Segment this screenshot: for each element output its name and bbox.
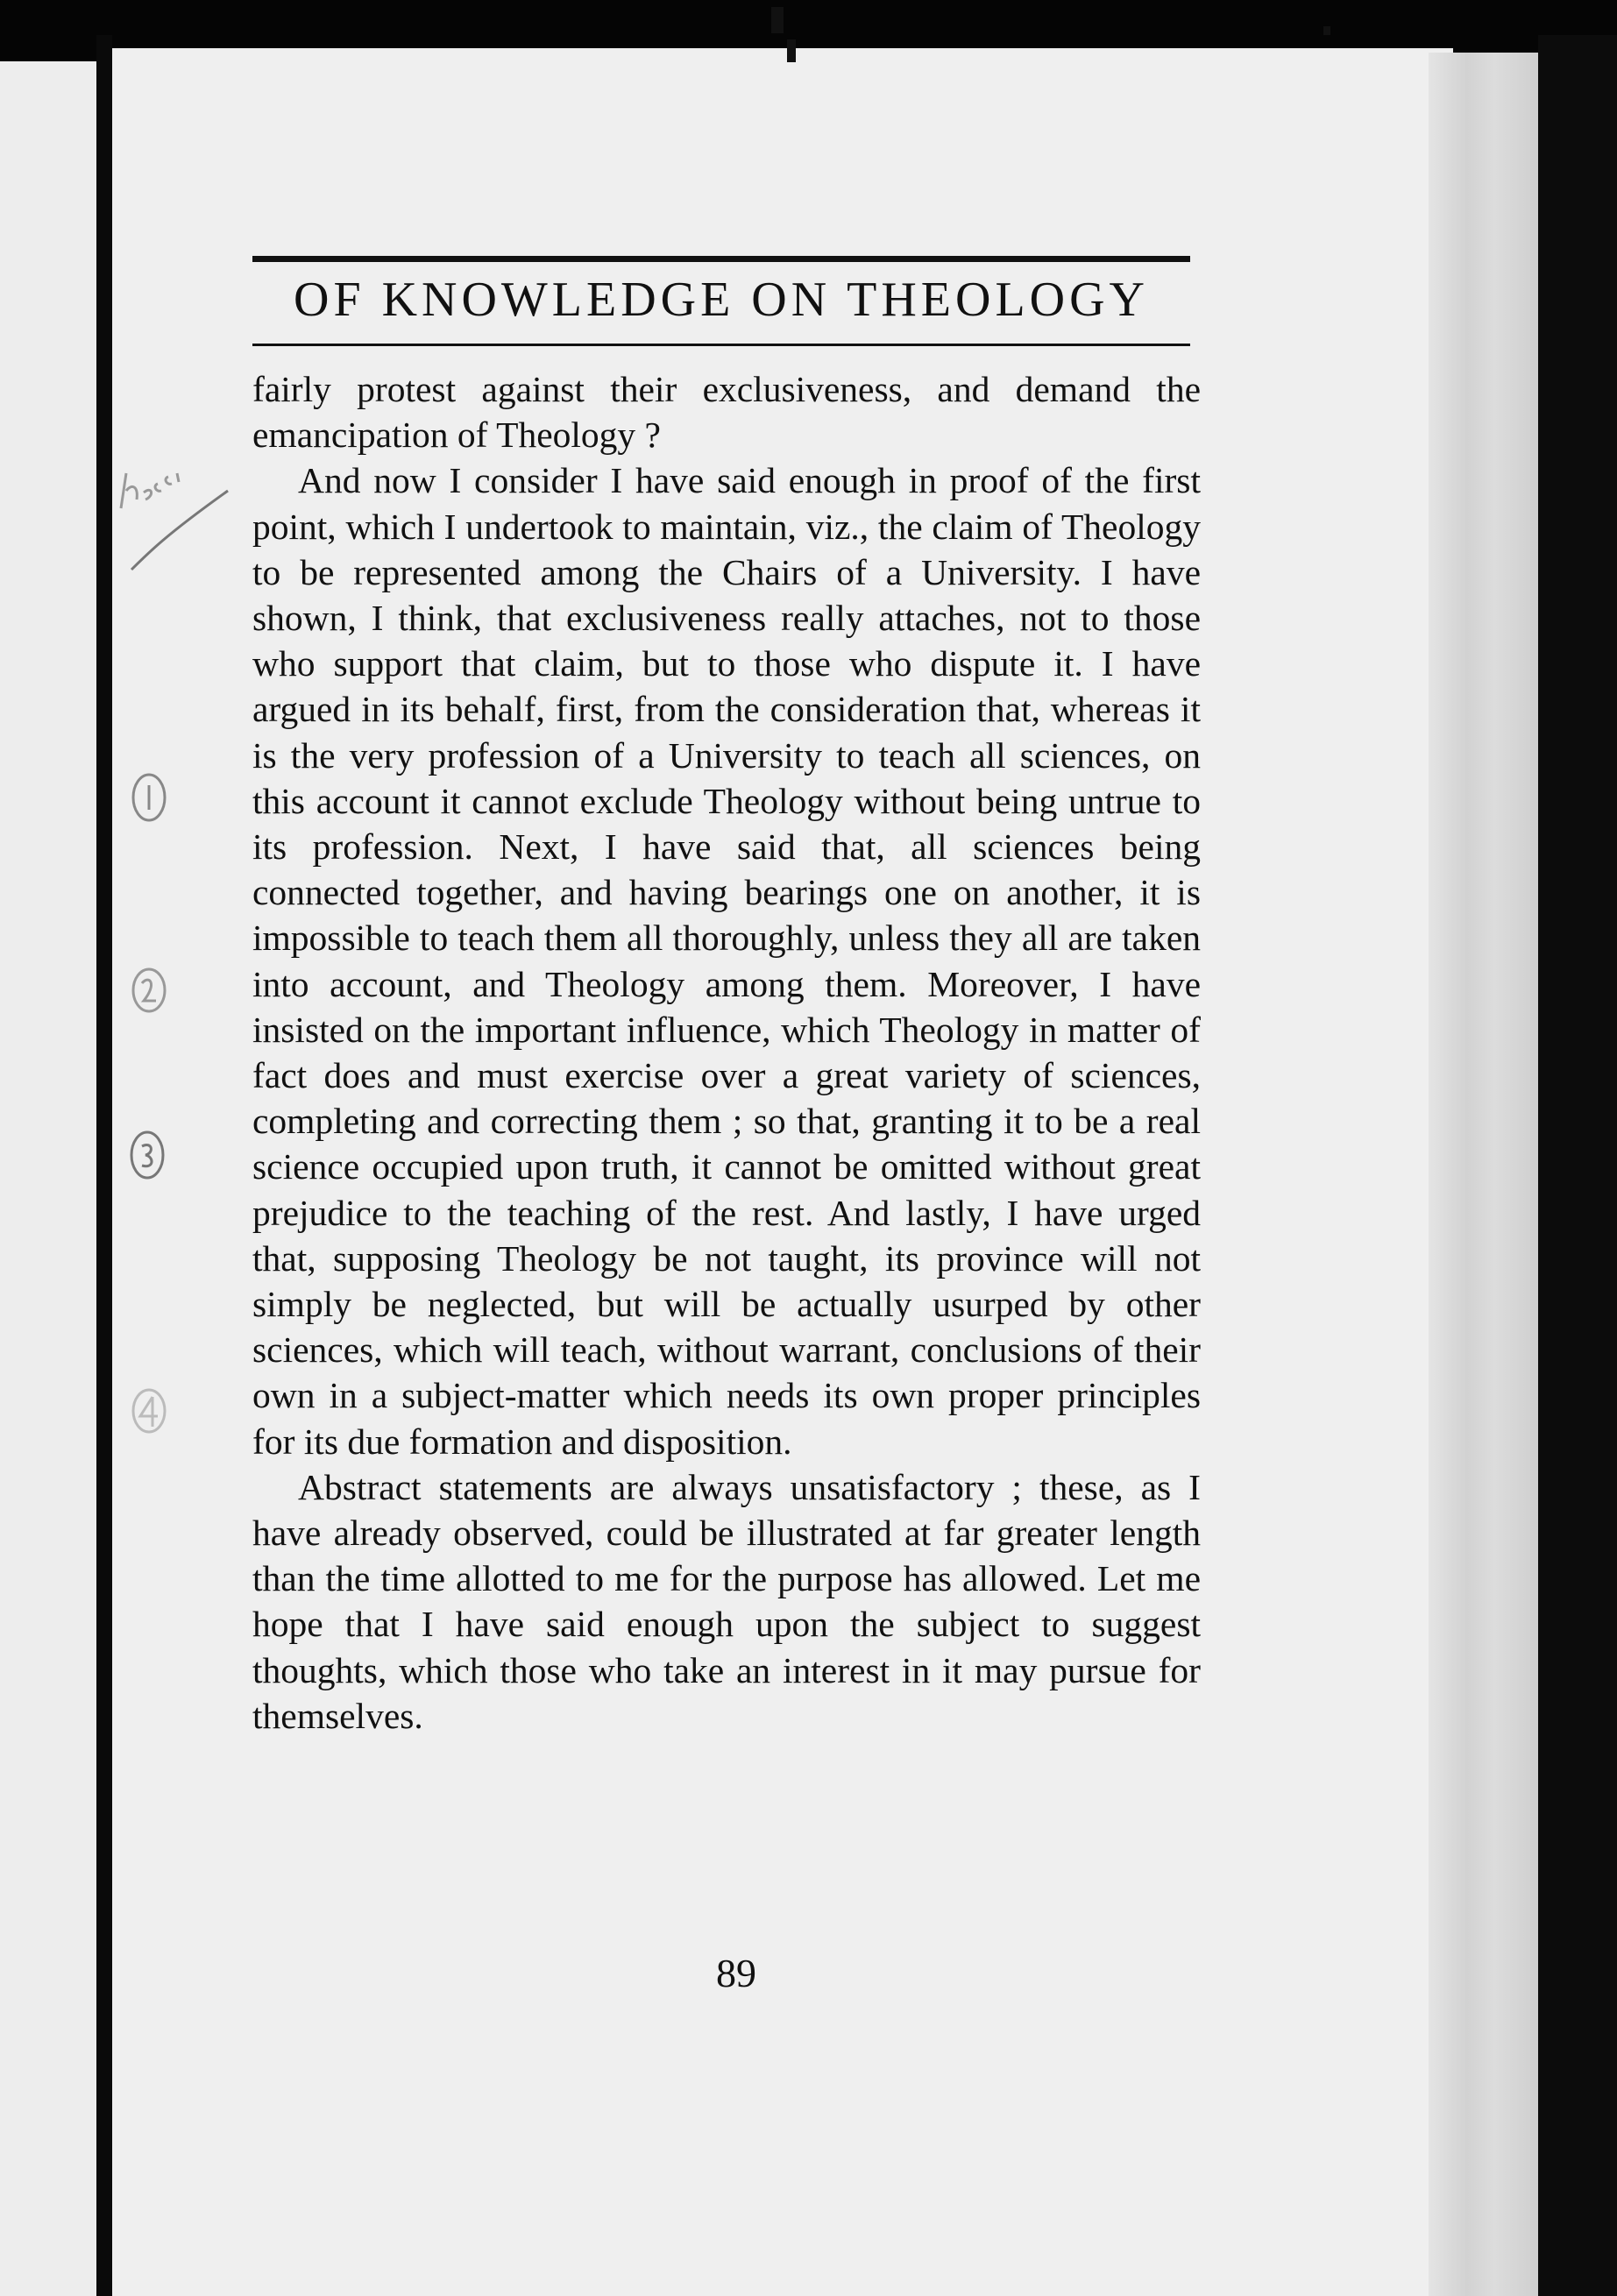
pencil-marginalia-hesis	[114, 438, 245, 613]
book-gutter	[96, 35, 112, 2296]
scan-background-right	[1538, 35, 1617, 2296]
scan-speck	[1323, 26, 1330, 35]
paragraph-summary: And now I consider I have said enough in proof of the first point, which I undertook to maintain, viz., the claim of Theology to be represented among the Chairs of a University. I have shown, I think, that exclusiveness really attaches, not to those who support that claim, but to those who dispute it. I have argued in its behalf, first, from the consideration that, whereas it is the very profession of a University to teach all sciences, on this account it cannot exclude Theology without being untrue to its profession. Next, I have said that, all sciences being connected together, and having bearings one on another, it is impossible to teach them all thoroughly, unless they all are taken into account, and Theology among them. Moreover, I have insisted on the important influence, which Theology in matter of fact does and must exercise over a great variety of sciences, completing and correcting them ; so that, granting it to be a real science occupied upon truth, it cannot be omitted without great prejudice to the teaching of the rest. And lastly, I have urged that, supposing Theology be not taught, its province will not simply be neglected, but will be actually usurped by other sciences, which will teach, without warrant, conclusions of their own in a subject-matter which needs its own proper principles for its due formation and disposition.	[252, 460, 1201, 1462]
pencil-circled-numeral-1	[123, 762, 175, 833]
pencil-circled-numeral-2	[123, 955, 175, 1025]
paragraph-closing: Abstract statements are always unsatisfactory ; these, as I have already observed, could be illustrated at far greater length than the time allotted to me for the purpose has allowed. Let me hope that I have said enough upon the subject to suggest thoughts, which those who take an interest in it may pursue for themselves.	[252, 1466, 1201, 1736]
running-head: OF KNOWLEDGE ON THEOLOGY	[294, 273, 1149, 327]
scan-speck	[787, 39, 796, 62]
header-rule-bottom	[252, 344, 1190, 346]
pencil-circled-numeral-3	[123, 1122, 175, 1192]
scan-speck	[771, 7, 784, 33]
pencil-circled-numeral-4	[123, 1376, 175, 1446]
body-text	[252, 366, 1201, 1739]
page-stack-edge	[1429, 53, 1538, 2296]
page-number: 89	[716, 1951, 756, 1995]
facing-page-edge	[0, 61, 96, 2296]
header-rule-top	[252, 256, 1190, 262]
paragraph-continuation: fairly protest against their exclusiveness, and demand the emancipation of Theology ?	[252, 369, 1201, 456]
